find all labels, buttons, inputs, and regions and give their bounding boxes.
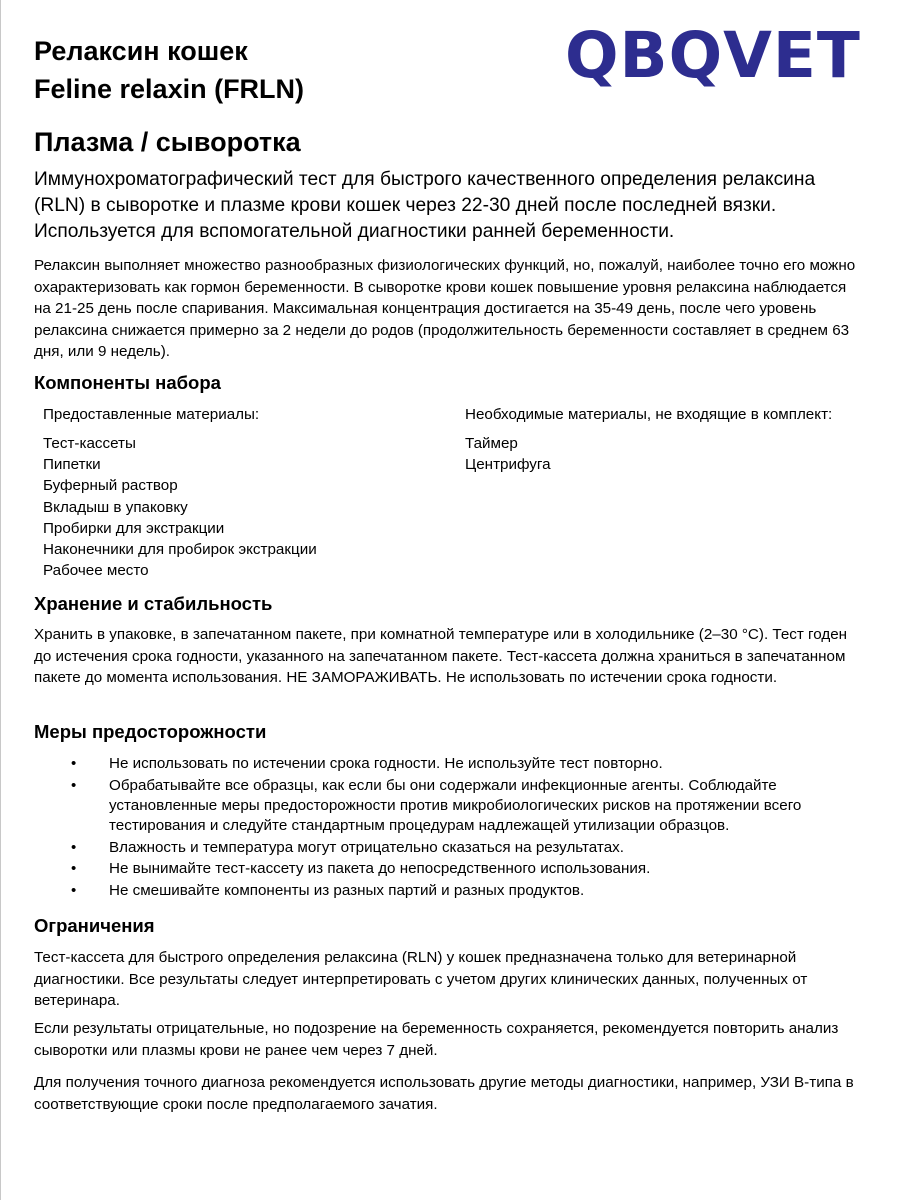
title-english: Feline relaxin (FRLN) (34, 74, 305, 104)
bullet-icon: • (71, 881, 77, 899)
limitations-paragraph: Для получения точного диагноза рекомендуется использовать другие методы диагностики, например, УЗИ B-типа в соответствующие сроки после предполагаемого зачатия. (34, 1074, 854, 1113)
list-item: Рабочее место (43, 562, 149, 580)
precautions-heading: Меры предосторожности (34, 721, 267, 742)
intro-paragraph: Иммунохроматографический тест для быстрого качественного определения релаксина (RLN) в сыворотке и плазме крови кошек через 22-30 дней после последней вязки. Используется для вспомогательной диагностики ранней беременности. (34, 169, 816, 242)
sample-type-heading: Плазма / сыворотка (34, 127, 301, 157)
components-heading: Компоненты набора (34, 372, 221, 393)
storage-paragraph: Хранить в упаковке, в запечатанном пакете, при комнатной температуре или в холодильнике (2–30 °C). Тест годен до истечения срока годности, указанного на запечатанном пакете. Тест-кассета должна храниться в запечатанном пакете до момента использования. НЕ ЗАМОРАЖИВАТЬ. Не использовать по истечении срока годности. (34, 626, 848, 686)
description-paragraph: Релаксин выполняет множество разнообразных физиологических функций, но, пожалуй, наиболее точно его можно охарактеризовать как гормон беременности. В сыворотке крови кошек повышение уровня релаксина наблюдается на 21-25 день после спаривания. Максимальная концентрация достигается на 35-49 день, после чего уровень релаксина снижается примерно за 2 недели до родов (продолжительность беременности составляет в среднем 63 дня, или 9 недель). (34, 257, 856, 360)
page-edge-divider (0, 0, 1, 1200)
list-item (34, 881, 862, 901)
list-item: Наконечники для пробирок экстракции (43, 541, 317, 559)
storage-heading: Хранение и стабильность (34, 593, 273, 614)
list-item (34, 776, 862, 837)
bullet-text: Не вынимайте тест-кассету из пакета до непосредственного использования. (109, 860, 651, 878)
list-item (34, 754, 862, 774)
provided-materials-heading: Предоставленные материалы: (43, 406, 260, 423)
bullet-text: Не использовать по истечении срока годности. Не используйте тест повторно. (109, 755, 663, 772)
bullet-text: Обрабатывайте все образцы, как если бы они содержали инфекционные агенты. Соблюдайте установленные меры предосторожности против микробиологических рисков на протяжении всего тестирования и следуйте стандартным процедурам надлежащей утилизации образцов. (109, 776, 802, 835)
list-item (34, 838, 862, 858)
list-item: Тест-кассеты (43, 435, 136, 452)
title-russian: Релаксин кошек (34, 36, 248, 66)
required-materials-heading: Необходимые материалы, не входящие в комплект: (465, 406, 833, 423)
list-item: Пипетки (43, 456, 101, 474)
list-item (34, 859, 862, 879)
limitations-paragraph: Тест-кассета для быстрого определения релаксина (RLN) у кошек предназначена только для ветеринарной диагностики. Все результаты следует интерпретировать с учетом других клинических данных, полученных от ветеринара. (34, 949, 808, 1009)
list-item: Вкладыш в упаковку (43, 498, 188, 516)
list-item: Центрифуга (465, 456, 551, 474)
list-item: Пробирки для экстракции (43, 519, 225, 537)
bullet-text: Влажность и температура могут отрицательно сказаться на результатах. (109, 838, 624, 856)
logo-wordmark: QBQVET (565, 19, 861, 92)
qbqvet-logo (565, 19, 865, 92)
bullet-icon: • (71, 776, 77, 794)
bullet-icon: • (71, 755, 77, 772)
precautions-list (34, 754, 862, 903)
required-materials-list (465, 433, 551, 475)
list-item: Буферный раствор (43, 477, 178, 495)
bullet-text: Не смешивайте компоненты из разных партий и разных продуктов. (109, 881, 585, 899)
list-item: Таймер (465, 435, 518, 452)
bullet-icon: • (71, 838, 77, 856)
limitations-paragraph: Если результаты отрицательные, но подозрение на беременность сохраняется, рекомендуется повторить анализ сыворотки или плазмы крови не ранее чем через 7 дней. (34, 1020, 839, 1059)
limitations-heading: Ограничения (34, 915, 155, 936)
provided-materials-list (43, 433, 317, 581)
bullet-icon: • (71, 860, 77, 878)
